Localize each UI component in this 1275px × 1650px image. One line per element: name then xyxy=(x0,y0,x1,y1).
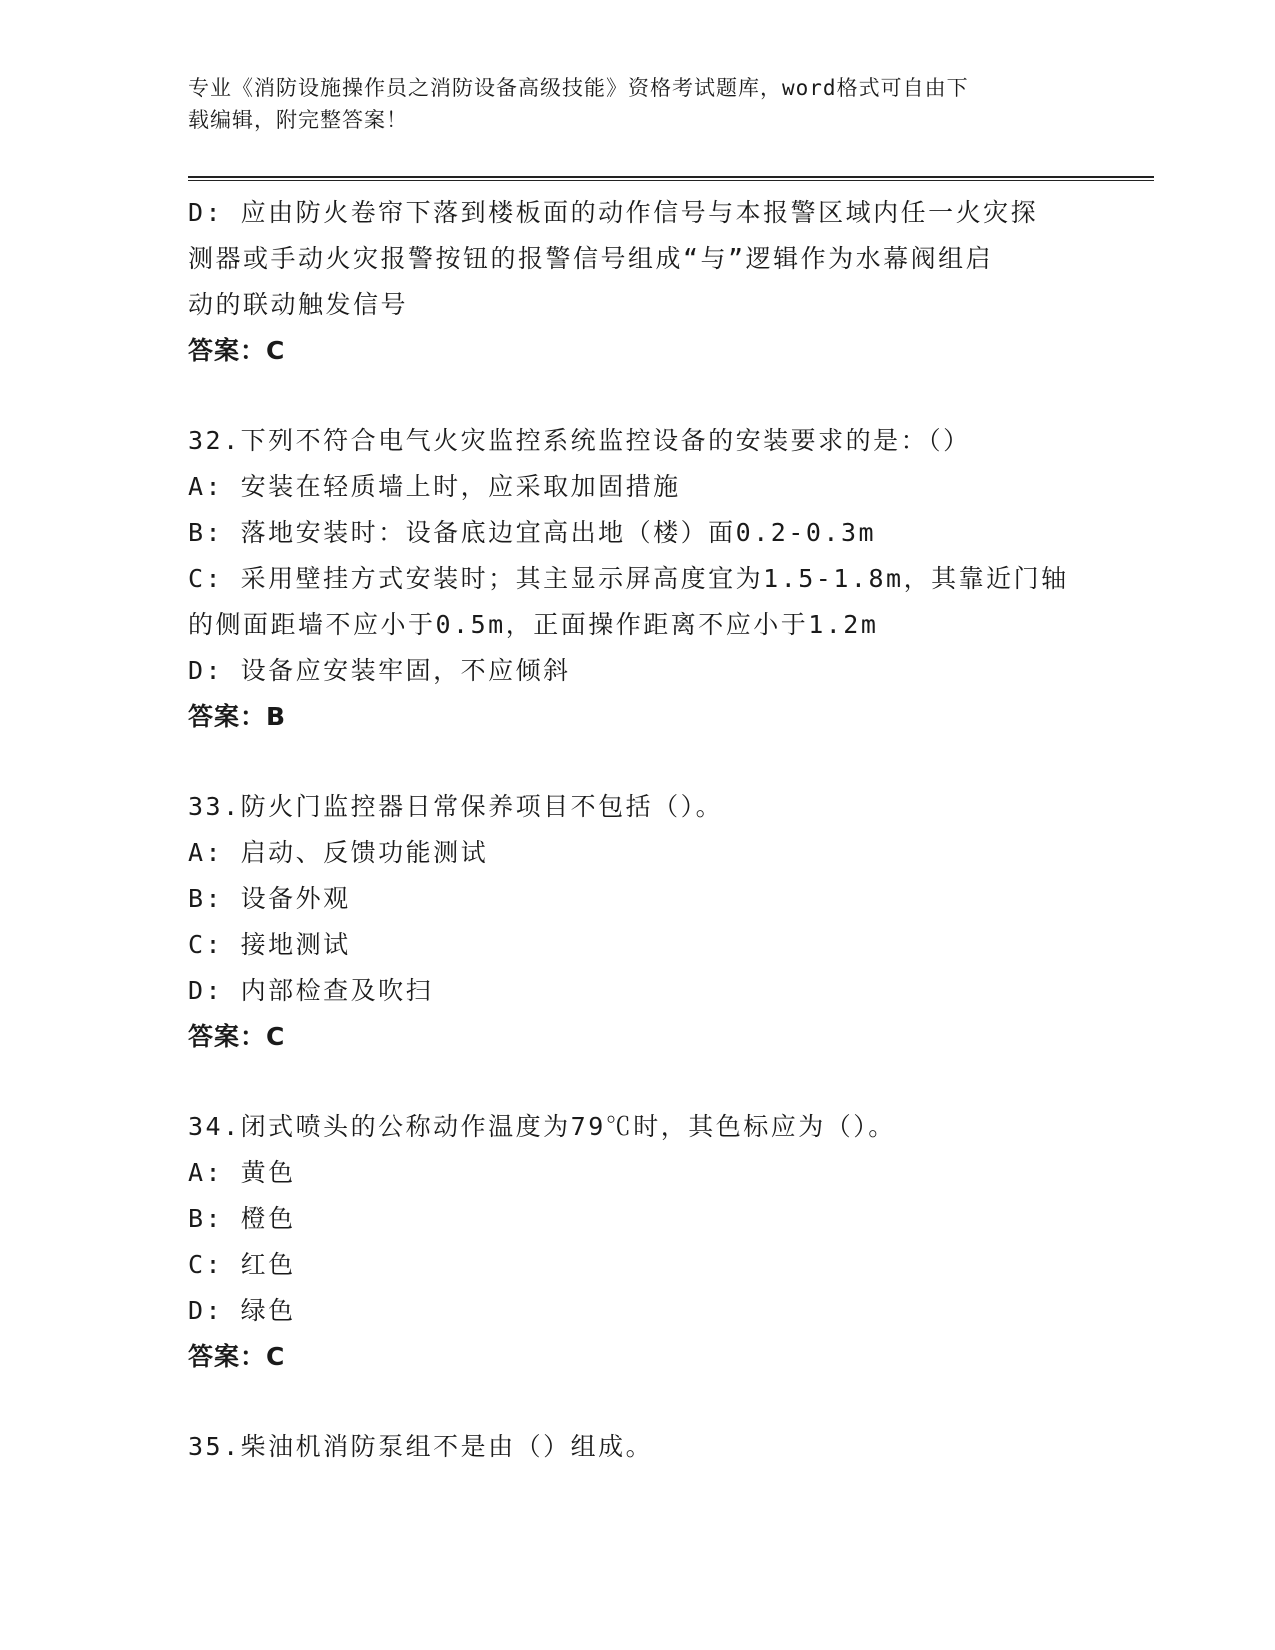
answer-31: 答案：C xyxy=(188,336,286,365)
question-33-stem: 33.防火门监控器日常保养项目不包括（）。 xyxy=(188,792,724,821)
question-32-option-d: D: 设备应安装牢固，不应倾斜 xyxy=(188,656,571,685)
question-34-stem: 34.闭式喷头的公称动作温度为79℃时，其色标应为（）。 xyxy=(188,1112,896,1141)
question-33-option-a: A: 启动、反馈功能测试 xyxy=(188,838,489,867)
question-32-option-b: B: 落地安装时：设备底边宜高出地（楼）面0.2-0.3m xyxy=(188,518,877,547)
question-32 xyxy=(188,418,1088,740)
question-33 xyxy=(188,784,1088,1060)
question-35 xyxy=(188,1424,1088,1470)
header-line-1: 专业《消防设施操作员之消防设备高级技能》资格考试题库，word格式可自由下 xyxy=(188,76,969,100)
question-34-option-d: D: 绿色 xyxy=(188,1296,296,1325)
answer-34: 答案：C xyxy=(188,1342,286,1371)
answer-33: 答案：C xyxy=(188,1022,286,1051)
question-32-stem: 32.下列不符合电气火灾监控系统监控设备的安装要求的是：（） xyxy=(188,426,971,455)
question-32-option-c-line-2: 的侧面距墙不应小于0.5m，正面操作距离不应小于1.2m xyxy=(188,610,879,639)
option-d-line-1: D: 应由防火卷帘下落到楼板面的动作信号与本报警区域内任一火灾探 xyxy=(188,198,1039,227)
option-d-line-3: 动的联动触发信号 xyxy=(188,290,409,319)
question-list xyxy=(188,190,1088,1470)
question-32-option-a: A: 安装在轻质墙上时，应采取加固措施 xyxy=(188,472,681,501)
question-32-option-c-line-1: C: 采用壁挂方式安装时；其主显示屏高度宜为1.5-1.8m，其靠近门轴 xyxy=(188,564,1069,593)
question-34-option-b: B: 橙色 xyxy=(188,1204,296,1233)
document-header xyxy=(188,72,1088,136)
question-33-option-b: B: 设备外观 xyxy=(188,884,351,913)
question-34-option-a: A: 黄色 xyxy=(188,1158,296,1187)
question-31-tail xyxy=(188,190,1088,374)
question-35-stem: 35.柴油机消防泵组不是由（）组成。 xyxy=(188,1432,654,1461)
question-33-option-c: C: 接地测试 xyxy=(188,930,351,959)
header-line-2: 载编辑，附完整答案！ xyxy=(188,108,408,132)
answer-32: 答案：B xyxy=(188,702,287,731)
question-33-option-d: D: 内部检查及吹扫 xyxy=(188,976,434,1005)
question-34-option-c: C: 红色 xyxy=(188,1250,296,1279)
option-d-line-2: 测器或手动火灾报警按钮的报警信号组成“与”逻辑作为水幕阀组启 xyxy=(188,244,994,273)
question-34 xyxy=(188,1104,1088,1380)
header-divider-thin xyxy=(188,180,1154,181)
header-divider-thick xyxy=(188,176,1154,178)
